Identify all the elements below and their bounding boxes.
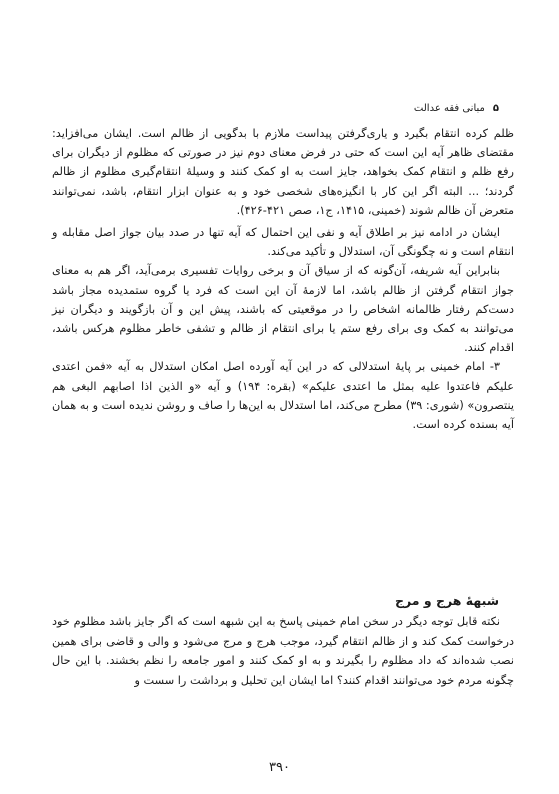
paragraph: ۳- امام خمینی بر پایهٔ استدلالی که در این آیه آورده اصل امکان استدلال به آیه «فمن اعتدی علیکم فاعتدوا علیه بمثل ما اعتدی علیکم» (بقره: ۱۹۴) و آیه «و الذین اذا اصابهم البغی هم ینتصرون» (شوری: ۳۹) مطرح می‌کند، اما استدلال به این‌ها را صاف و روشن ندیده است و به همان آیه بسنده کرده است. [52, 360, 514, 432]
paragraph: ظلم کرده انتقام بگیرد و یاری‌گرفتن پیداست ملازم با بدگویی از ظالم است. ایشان می‌افزاید: مقتضای ظاهر آیه این است که حتی در فرض معنای دوم نیز در صورتی که مظلوم از دیگران برای رفع ظلم و انتقام کمک بخواهد، جایز است به او کمک کنند و وسیلهٔ انتقام‌گیری مظلوم از ظالم گردند؛ ... البته اگر این کار با انگیزه‌های شخصی خود و به عنوان ابزار انتقام، باشد، نمی‌توانند متعرض آن ظالم شوند (خمینی، ۱۴۱۵، ج۱، صص ۴۲۱-۴۲۶). [52, 127, 514, 217]
running-title: مبانی فقه عدالت [413, 103, 485, 114]
paragraph: نکته قابل توجه دیگر در سخن امام خمینی پاسخ به این شبهه است که اگر جایز باشد مظلوم خود درخواست کمک کند و از ظالم انتقام گیرد، موجب هرج و مرج می‌شود و والی و قاضی برای همین نصب شده‌اند که داد مظلوم را بگیرند و به او کمک کنند و امور جامعه را نظم بخشند. با این حال چگونه مردم خود می‌توانند اقدام کنند؟ اما ایشان این تحلیل و برداشت را سست و [52, 615, 514, 687]
body-text [52, 124, 514, 434]
paragraph: بنابراین آیه شریفه، آن‌گونه که از سیاق آن و برخی روایات تفسیری برمی‌آید، اگر هم به معنای جواز انتقام گرفتن از ظالم باشد، اما لازمهٔ آن این است که فرد یا گروه ستمدیده مجاز باشد دست‌کم رفتار ظالمانه اشخاص را در موقعیتی که باشند، پیش این و آن بازگویند و دیگران نیز می‌توانند به کمک وی برای رفع ستم یا برای انتقام از ظالم و تشفی خاطر مظلوم هرکس باشد، اقدام کنند. [52, 264, 514, 355]
running-header [414, 103, 499, 114]
header-page-number: ۵ [492, 103, 499, 114]
section-text [52, 612, 514, 690]
page-folio: ۳۹۰ [269, 760, 290, 775]
section-heading: شبههٔ هرج و مرج [394, 593, 499, 608]
paragraph: ایشان در ادامه نیز بر اطلاق آیه و نفی این احتمال که آیه تنها در صدد بیان جواز اصل مقابله و انتقام است و نه چگونگی آن، استدلال و تأکید می‌کند. [52, 226, 514, 259]
